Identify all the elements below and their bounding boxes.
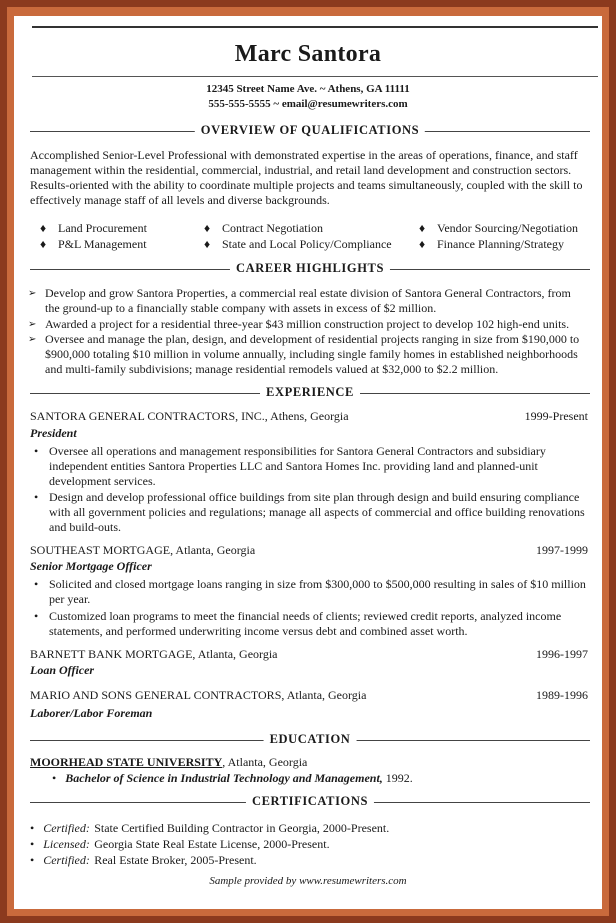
highlight-item <box>28 286 588 316</box>
section-certifications <box>30 795 590 809</box>
section-career-highlights <box>30 262 590 276</box>
bullet-line: with all government policies and regulations; manage all aspects of commercial and office building renovations <box>49 505 585 519</box>
job-title: President <box>30 426 77 440</box>
degree-year: 1992. <box>382 771 413 785</box>
job-company: SOUTHEAST MORTGAGE, Atlanta, Georgia <box>30 543 256 557</box>
degree-name: Bachelor of Science in Industrial Technology and Management, <box>65 771 383 785</box>
arrow-bullet-icon: ➢ <box>28 319 37 330</box>
address-line: 12345 Street Name Ave. ~ Athens, GA 11111 <box>206 83 410 95</box>
bullet-line: development services. <box>49 474 156 488</box>
candidate-name: Marc Santora <box>234 41 382 67</box>
arrow-bullet-icon: ➢ <box>28 334 37 345</box>
footer-credit: Sample provided by www.resumewriters.com <box>209 875 407 887</box>
job-bullet <box>30 577 588 607</box>
name-rule <box>32 76 598 77</box>
bullet-dot-icon: • <box>30 853 44 867</box>
skill-label: P&L Management <box>58 237 147 251</box>
highlight-line: Awarded a project for a residential three-year $43 million construction project to develop 102 high-end units. <box>45 317 570 331</box>
job-dates: 1996-1997 <box>536 647 588 661</box>
job-bullet <box>30 490 588 535</box>
skill-item <box>40 221 147 236</box>
overview-paragraph <box>30 148 588 208</box>
cert-kind: Licensed: <box>43 837 90 851</box>
highlight-item <box>28 332 588 377</box>
diamond-bullet-icon: ♦ <box>40 237 47 251</box>
bullet-line: Solicited and closed mortgage loans ranging in size from $300,000 to $500,000 resulting in sales of $10 million <box>49 577 586 591</box>
skill-item <box>204 221 323 236</box>
overview-line: effectively manage staff of all levels and diverse backgrounds. <box>30 193 330 207</box>
job-header <box>30 647 588 662</box>
skill-item <box>419 221 578 236</box>
job-dates: 1999-Present <box>524 409 588 423</box>
bullet-dot-icon: • <box>34 577 39 591</box>
certification-item <box>30 837 330 852</box>
bullet-line: Oversee all operations and management responsibilities for Santora General Contractors and subsidiary <box>49 444 546 458</box>
cert-text: Georgia State Real Estate License, 2000-Present. <box>94 837 330 851</box>
certification-item <box>30 821 389 836</box>
section-heading: EXPERIENCE <box>260 385 360 400</box>
bullet-line: Customized loan programs to meet the financial needs of clients; reviewed credit reports, analyzed income <box>49 609 562 623</box>
bullet-line: and build-outs. <box>49 520 121 534</box>
job-title: Loan Officer <box>30 663 95 677</box>
bullet-dot-icon: • <box>34 444 39 458</box>
diamond-bullet-icon: ♦ <box>204 237 211 251</box>
job-header <box>30 409 588 424</box>
job-company: BARNETT BANK MORTGAGE, Atlanta, Georgia <box>30 647 278 661</box>
bullet-dot-icon: • <box>52 771 66 785</box>
job-company: SANTORA GENERAL CONTRACTORS, INC., Athens, Georgia <box>30 409 349 423</box>
skill-label: Vendor Sourcing/Negotiation <box>437 221 578 235</box>
job-company: MARIO AND SONS GENERAL CONTRACTORS, Atlanta, Georgia <box>30 688 367 702</box>
bullet-line: statements, and performed underwriting income versus debt and combined asset worth. <box>49 624 468 638</box>
job-title: Laborer/Labor Foreman <box>30 706 153 720</box>
job-dates: 1989-1996 <box>536 688 588 702</box>
skill-label: Land Procurement <box>58 221 147 235</box>
job-bullet <box>30 444 588 489</box>
skill-label: Finance Planning/Strategy <box>437 237 564 251</box>
job-title: Senior Mortgage Officer <box>30 559 152 573</box>
diamond-bullet-icon: ♦ <box>40 221 47 235</box>
bullet-dot-icon: • <box>34 609 39 623</box>
highlight-line: Develop and grow Santora Properties, a commercial real estate division of Santora General Contractors, from <box>45 286 571 300</box>
section-overview <box>30 124 590 138</box>
cert-text: Real Estate Broker, 2005-Present. <box>94 853 257 867</box>
skill-label: Contract Negotiation <box>222 221 323 235</box>
section-heading: CERTIFICATIONS <box>246 794 374 809</box>
cert-text: State Certified Building Contractor in Georgia, 2000-Present. <box>94 821 390 835</box>
school-location: , Atlanta, Georgia <box>222 755 308 769</box>
school-name: MOORHEAD STATE UNIVERSITY <box>30 755 223 769</box>
contact-line: 555-555-5555 ~ email@resumewriters.com <box>208 98 408 110</box>
highlight-line: Oversee and manage the plan, design, and development of residential projects ranging in size from $190,000 to <box>45 332 580 346</box>
skill-item <box>419 237 564 252</box>
overview-line: Results-oriented with the ability to coordinate multiple projects and teams simultaneously, coupled with the skill to <box>30 178 583 192</box>
highlight-item <box>28 317 588 332</box>
bullet-line: per year. <box>49 592 91 606</box>
skill-item <box>204 237 392 252</box>
overview-line: management within the residential, commercial, industrial, and retail land development and construction sectors. <box>30 163 572 177</box>
bullet-dot-icon: • <box>34 490 39 504</box>
job-bullet <box>30 609 588 639</box>
section-heading: CAREER HIGHLIGHTS <box>230 261 390 276</box>
job-dates: 1997-1999 <box>536 543 588 557</box>
overview-line: Accomplished Senior-Level Professional with demonstrated expertise in the areas of operations, finance, and staff <box>30 148 578 162</box>
bullet-dot-icon: • <box>30 821 44 835</box>
section-heading: OVERVIEW OF QUALIFICATIONS <box>195 123 425 138</box>
highlight-line: the ground-up to a financially stable company with assets in excess of $2 million. <box>45 301 437 315</box>
education-degree-line <box>52 771 413 786</box>
section-experience <box>30 386 590 400</box>
skill-label: State and Local Policy/Compliance <box>222 237 392 251</box>
bullet-line: independent entities Santora Properties LLC and Santora Homes Inc. providing land and planned-unit <box>49 459 538 473</box>
resume-page <box>14 16 602 909</box>
bullet-dot-icon: • <box>30 837 44 851</box>
bullet-line: Design and develop professional office buildings from site plan through design and build ensuring compliance <box>49 490 580 504</box>
diamond-bullet-icon: ♦ <box>419 221 426 235</box>
top-rule <box>32 26 598 28</box>
arrow-bullet-icon: ➢ <box>28 288 37 299</box>
cert-kind: Certified: <box>43 853 90 867</box>
job-header <box>30 543 588 558</box>
diamond-bullet-icon: ♦ <box>419 237 426 251</box>
section-heading: EDUCATION <box>264 732 357 747</box>
highlight-line: $900,000 totaling $10 million in volume annually, including single family homes in established neighborhoods <box>45 347 578 361</box>
education-school-line <box>30 755 307 770</box>
job-header <box>30 688 588 703</box>
highlight-line: and multi-family subdivisions; manage residential remodels valued at $32,000 to $2.2 million. <box>45 362 499 376</box>
certification-item <box>30 853 257 868</box>
section-education <box>30 733 590 747</box>
cert-kind: Certified: <box>43 821 90 835</box>
diamond-bullet-icon: ♦ <box>204 221 211 235</box>
skill-item <box>40 237 147 252</box>
